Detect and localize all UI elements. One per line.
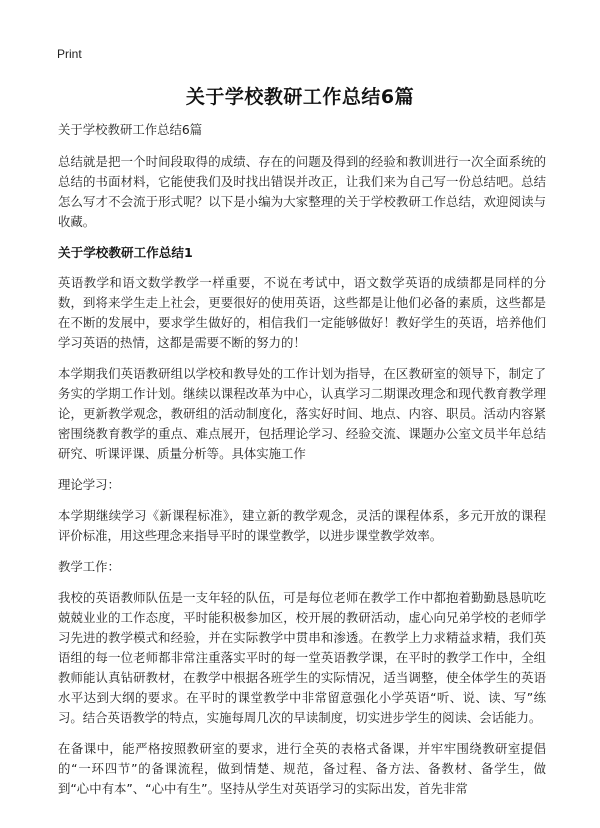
section-heading: 关于学校教研工作总结1 bbox=[58, 245, 193, 260]
document-title: 关于学校教研工作总结6篇 bbox=[185, 86, 415, 108]
label-teaching: 教学工作： bbox=[58, 559, 120, 574]
print-link[interactable]: Print bbox=[57, 47, 82, 61]
body-paragraph: 在备课中，能严格按照教研室的要求，进行全英的表格式备课，并牢牢围绕教研室提倡的“一环四节”的备课流程，做到情楚、规范，备过程、备方法、备教材、备学生，做到“心中有本”、“心中有生”。坚持从学生对英语学习的实际出发，首先非常 bbox=[58, 741, 546, 796]
body-paragraph: 本学期我们英语教研组以学校和教导处的工作计划为指导，在区教研室的领导下，制定了务实的学期工作计划。继续以课程改革为中心，认真学习二期课改理念和现代教育教学理论，更新教学观念，教研组的活动制度化，落实好时间、地点、内容、职员。活动内容紧密围绕教育教学的重点、难点展开，包括理论学习、经验交流、课题办公室文员半年总结研究、听课评课、质量分析等。具体实施工作 bbox=[58, 366, 546, 461]
label-theory: 理论学习： bbox=[58, 477, 120, 492]
body-paragraph: 我校的英语教师队伍是一支年轻的队伍，可是每位老师在教学工作中都抱着勤勤恳恳吭吃兢兢业业的工作态度，平时能积极参加区，校开展的教研活动，虚心向兄弟学校的老师学习先进的教学模式和经验，并在实际教学中贯串和渗透。在教学上力求精益求精，我们英语组的每一位老师都非常注重落实平时的每一堂英语教学课，在平时的教学工作中，全组教师能认真钻研教材，在教学中根据各班学生的实际情况，适当调整，使全体学生的英语水平达到大纲的要求。在平时的课堂教学中非常留意强化小学英语“听、说、读、写”练习。结合英语教学的特点，实施每周几次的早读制度，切实进步学生的阅读、会话能力。 bbox=[58, 590, 546, 725]
document-subtitle: 关于学校教研工作总结6篇 bbox=[58, 122, 203, 137]
document-body bbox=[58, 120, 546, 810]
body-paragraph: 本学期继续学习《新课程标准》，建立新的教学观念，灵活的课程体系，多元开放的课程评价标准，用这些理念来指导平时的课堂教学，以进步课堂教学效率。 bbox=[58, 508, 546, 543]
intro-paragraph: 总结就是把一个时间段取得的成绩、存在的问题及得到的经验和教训进行一次全面系统的总结的书面材料，它能使我们及时找出错误并改正，让我们来为自己写一份总结吧。总结怎么写才不会流于形式呢？以下是小编为大家整理的关于学校教研工作总结，欢迎阅读与收藏。 bbox=[58, 154, 546, 229]
body-paragraph: 英语教学和语文数学教学一样重要，不说在考试中，语文数学英语的成绩都是同样的分数，到将来学生走上社会，更要很好的使用英语，这些都是让他们必备的素质，这些都是在不断的发展中，要求学生做好的，相信我们一定能够做好！教好学生的英语，培养他们学习英语的热情，这都是需要不断的努力的！ bbox=[58, 275, 546, 350]
